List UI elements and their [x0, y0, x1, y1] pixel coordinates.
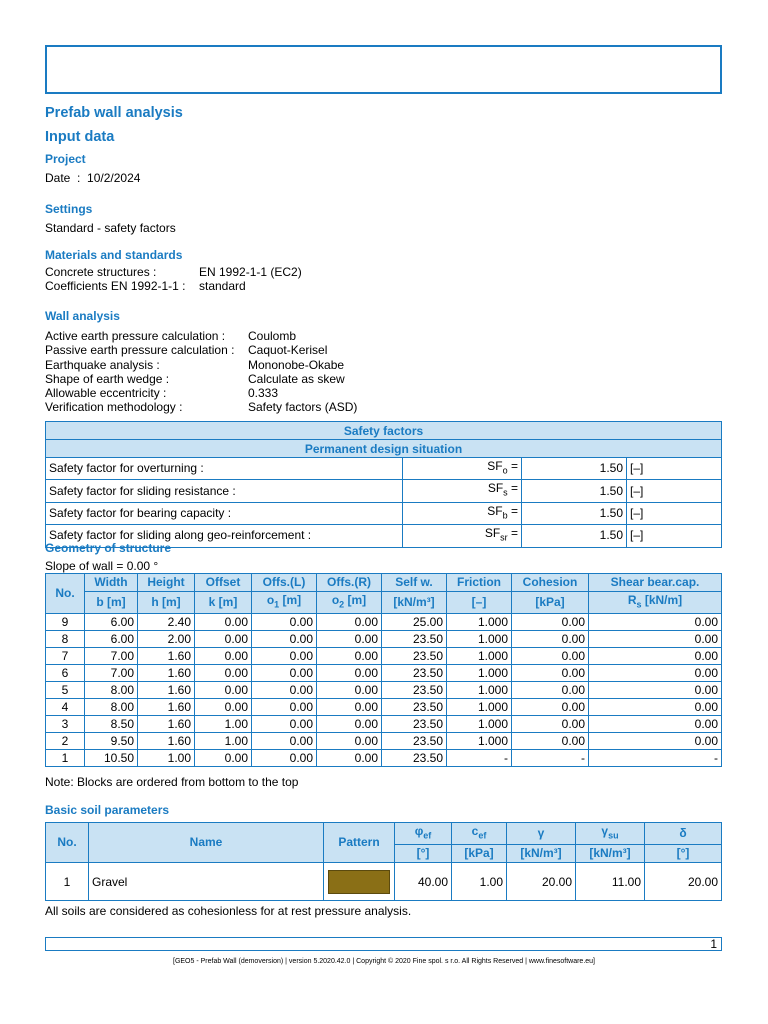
col-header: No.: [46, 823, 89, 863]
date-label: Date: [45, 171, 71, 185]
report-title: Prefab wall analysis: [45, 105, 183, 121]
col-header: γ: [507, 823, 576, 845]
table-row: [46, 682, 722, 699]
geometry-cell: 0.00: [317, 614, 382, 631]
geometry-cell: 1.00: [195, 716, 252, 733]
col-header: Height: [138, 574, 195, 592]
geometry-cell: 0.00: [589, 733, 722, 750]
col-unit: $o_1$ [m]: [252, 592, 317, 614]
geometry-cell: 0.00: [252, 750, 317, 767]
geometry-cell: 9: [46, 614, 85, 631]
soil-heading: Basic soil parameters: [45, 803, 170, 817]
project-heading: Project: [45, 152, 86, 166]
slope-of-wall: Slope of wall = 0.00 °: [45, 559, 159, 573]
geometry-cell: 0.00: [512, 716, 589, 733]
geometry-cell: 0.00: [252, 665, 317, 682]
soil-gamma: 20.00: [507, 863, 576, 901]
geometry-cell: 23.50: [382, 733, 447, 750]
table-row: [46, 480, 722, 502]
soil-pattern-swatch: [328, 870, 390, 894]
geometry-table: [45, 573, 722, 767]
geometry-cell: 1.00: [138, 750, 195, 767]
geometry-cell: 0.00: [317, 682, 382, 699]
settings-heading: Settings: [45, 202, 93, 216]
sf-value: 1.50: [522, 458, 627, 480]
col-header: Pattern: [324, 823, 395, 863]
wall-value-3: Calculate as skew: [248, 372, 345, 386]
geometry-cell: 0.00: [589, 716, 722, 733]
geometry-cell: 23.50: [382, 716, 447, 733]
geometry-cell: 23.50: [382, 648, 447, 665]
geometry-cell: 2.00: [138, 631, 195, 648]
wall-value-1: Caquot-Kerisel: [248, 343, 328, 357]
geometry-cell: 0.00: [317, 699, 382, 716]
col-header: $\varphi_{ef}$: [395, 823, 452, 845]
geometry-cell: 0.00: [512, 699, 589, 716]
sf-symbol: $SF_b$ =: [403, 502, 522, 524]
geometry-cell: 0.00: [195, 648, 252, 665]
geometry-cell: 0.00: [317, 750, 382, 767]
geometry-cell: 0.00: [195, 665, 252, 682]
col-header: Self w.: [382, 574, 447, 592]
geometry-cell: 10.50: [85, 750, 138, 767]
geometry-cell: 0.00: [252, 631, 317, 648]
geometry-cell: 3: [46, 716, 85, 733]
soil-name: Gravel: [89, 863, 324, 901]
geometry-cell: -: [589, 750, 722, 767]
col-header: $c_{ef}$: [452, 823, 507, 845]
geometry-cell: 23.50: [382, 665, 447, 682]
col-unit: $R_s$ [kN/m]: [589, 592, 722, 614]
geometry-cell: 0.00: [195, 750, 252, 767]
col-unit: b [m]: [85, 592, 138, 614]
col-unit: h [m]: [138, 592, 195, 614]
geometry-cell: 0.00: [589, 648, 722, 665]
geometry-cell: 0.00: [512, 682, 589, 699]
geometry-cell: 0.00: [512, 733, 589, 750]
section-input-data: Input data: [45, 129, 115, 145]
geometry-cell: 6.00: [85, 631, 138, 648]
geometry-cell: 1.000: [447, 716, 512, 733]
geometry-cell: 1.60: [138, 699, 195, 716]
col-unit: [°]: [395, 845, 452, 863]
geometry-cell: 1.60: [138, 665, 195, 682]
sf-symbol: $SF_o$ =: [403, 458, 522, 480]
geometry-cell: 0.00: [589, 631, 722, 648]
col-unit: [kN/m³]: [507, 845, 576, 863]
geometry-cell: 4: [46, 699, 85, 716]
geometry-cell: 0.00: [252, 648, 317, 665]
geometry-cell: 0.00: [317, 631, 382, 648]
wall-value-5: Safety factors (ASD): [248, 400, 358, 414]
date-value: 10/2/2024: [87, 171, 141, 185]
geometry-cell: 0.00: [252, 733, 317, 750]
materials-value-1: standard: [199, 279, 246, 293]
geometry-cell: 0.00: [512, 631, 589, 648]
geometry-cell: 1.00: [195, 733, 252, 750]
safety-factors-subtitle: Permanent design situation: [46, 440, 722, 458]
col-header: Offset: [195, 574, 252, 592]
table-row: [46, 863, 722, 901]
wall-value-2: Mononobe-Okabe: [248, 358, 345, 372]
geometry-cell: 0.00: [589, 699, 722, 716]
soil-note: All soils are considered as cohesionless for at rest pressure analysis.: [45, 904, 412, 918]
col-unit: [kPa]: [512, 592, 589, 614]
wall-value-0: Coulomb: [248, 329, 297, 343]
geometry-cell: 0.00: [512, 648, 589, 665]
col-header: δ: [645, 823, 722, 845]
soil-table: [45, 822, 722, 901]
geometry-cell: 0.00: [512, 665, 589, 682]
wall-label-3: Shape of earth wedge :: [45, 372, 170, 386]
sf-symbol: $SF_s$ =: [403, 480, 522, 502]
geometry-cell: 23.50: [382, 631, 447, 648]
wall-label-4: Allowable eccentricity :: [45, 386, 167, 400]
geometry-cell: 25.00: [382, 614, 447, 631]
table-row: [46, 631, 722, 648]
geometry-cell: 1.60: [138, 716, 195, 733]
geometry-cell: 8: [46, 631, 85, 648]
geometry-cell: 0.00: [317, 716, 382, 733]
sf-label: Safety factor for overturning :: [46, 458, 403, 480]
date-row: Date : 10/2/2024: [45, 171, 141, 185]
soil-phi: 40.00: [395, 863, 452, 901]
geometry-cell: 0.00: [317, 648, 382, 665]
geometry-cell: 1: [46, 750, 85, 767]
col-unit: [kN/m³]: [382, 592, 447, 614]
geometry-cell: 5: [46, 682, 85, 699]
col-header: Width: [85, 574, 138, 592]
soil-pattern-cell: [324, 863, 395, 901]
geometry-cell: 1.000: [447, 733, 512, 750]
table-row: [46, 458, 722, 480]
geometry-cell: 0.00: [195, 682, 252, 699]
geometry-cell: 1.000: [447, 631, 512, 648]
safety-factors-table: [45, 421, 722, 548]
wall-label-2: Earthquake analysis :: [45, 358, 160, 372]
geometry-cell: 0.00: [252, 682, 317, 699]
sf-label: Safety factor for bearing capacity :: [46, 502, 403, 524]
sf-unit: [–]: [627, 502, 722, 524]
geometry-cell: 0.00: [589, 665, 722, 682]
geometry-cell: 2.40: [138, 614, 195, 631]
geometry-heading: Geometry of structure: [45, 541, 172, 555]
geometry-cell: 6.00: [85, 614, 138, 631]
sf-symbol: $SF_{sr}$ =: [403, 525, 522, 547]
wall-analysis-heading: Wall analysis: [45, 309, 120, 323]
table-row: [46, 733, 722, 750]
wall-label-0: Active earth pressure calculation :: [45, 329, 226, 343]
wall-value-4: 0.333: [248, 386, 279, 400]
geometry-cell: 1.000: [447, 682, 512, 699]
geometry-cell: 23.50: [382, 750, 447, 767]
materials-label-0: Concrete structures :: [45, 265, 157, 279]
geometry-cell: 8.50: [85, 716, 138, 733]
geometry-cell: 0.00: [317, 665, 382, 682]
col-unit: [–]: [447, 592, 512, 614]
geometry-cell: 0.00: [252, 614, 317, 631]
header-box: [45, 45, 722, 94]
geometry-cell: 23.50: [382, 682, 447, 699]
sf-label: Safety factor for sliding along geo-reinforcement :: [46, 525, 403, 547]
sf-value: 1.50: [522, 502, 627, 524]
soil-delta: 20.00: [645, 863, 722, 901]
soil-gamma-su: 11.00: [576, 863, 645, 901]
geometry-cell: 0.00: [589, 682, 722, 699]
wall-label-1: Passive earth pressure calculation :: [45, 343, 235, 357]
geometry-cell: 23.50: [382, 699, 447, 716]
col-header: Offs.(L): [252, 574, 317, 592]
sf-unit: [–]: [627, 480, 722, 502]
table-row: [46, 750, 722, 767]
geometry-cell: 2: [46, 733, 85, 750]
col-header: $\gamma_{su}$: [576, 823, 645, 845]
geometry-cell: 1.60: [138, 733, 195, 750]
geometry-cell: 0.00: [317, 733, 382, 750]
table-row: [46, 502, 722, 524]
table-row: [46, 648, 722, 665]
materials-value-0: EN 1992-1-1 (EC2): [199, 265, 302, 279]
geometry-cell: 6: [46, 665, 85, 682]
geometry-cell: -: [512, 750, 589, 767]
geometry-cell: 7: [46, 648, 85, 665]
geometry-cell: 1.000: [447, 614, 512, 631]
col-unit: k [m]: [195, 592, 252, 614]
col-header: Offs.(R): [317, 574, 382, 592]
sf-unit: [–]: [627, 458, 722, 480]
col-unit: [°]: [645, 845, 722, 863]
col-unit: $o_2$ [m]: [317, 592, 382, 614]
geometry-cell: 1.60: [138, 648, 195, 665]
wall-label-5: Verification methodology :: [45, 400, 183, 414]
soil-c: 1.00: [452, 863, 507, 901]
geometry-cell: 7.00: [85, 665, 138, 682]
geometry-cell: 0.00: [252, 699, 317, 716]
table-row: [46, 699, 722, 716]
geometry-cell: 8.00: [85, 699, 138, 716]
sf-value: 1.50: [522, 480, 627, 502]
geometry-cell: 0.00: [195, 631, 252, 648]
geometry-note: Note: Blocks are ordered from bottom to the top: [45, 775, 299, 789]
geometry-cell: -: [447, 750, 512, 767]
table-row: [46, 665, 722, 682]
soil-no: 1: [46, 863, 89, 901]
geometry-cell: 0.00: [589, 614, 722, 631]
col-header: No.: [46, 574, 85, 614]
geometry-cell: 0.00: [195, 699, 252, 716]
geometry-cell: 1.000: [447, 699, 512, 716]
col-unit: [kN/m³]: [576, 845, 645, 863]
geometry-cell: 7.00: [85, 648, 138, 665]
geometry-cell: 9.50: [85, 733, 138, 750]
table-row: [46, 716, 722, 733]
settings-value: Standard - safety factors: [45, 221, 176, 235]
geometry-cell: 1.000: [447, 648, 512, 665]
col-header: Cohesion: [512, 574, 589, 592]
table-row: [46, 614, 722, 631]
col-header: Shear bear.cap.: [589, 574, 722, 592]
sf-label: Safety factor for sliding resistance :: [46, 480, 403, 502]
materials-heading: Materials and standards: [45, 248, 183, 262]
sf-value: 1.50: [522, 525, 627, 547]
geometry-cell: 1.60: [138, 682, 195, 699]
geometry-cell: 1.000: [447, 665, 512, 682]
geometry-cell: 0.00: [252, 716, 317, 733]
safety-factors-title: Safety factors: [46, 422, 722, 440]
geometry-cell: 0.00: [512, 614, 589, 631]
copyright-line: [GEO5 - Prefab Wall (demoversion) | version 5.2020.42.0 | Copyright © 2020 Fine spol. s r.o. All Rights Reserved | www.finesoftware.eu]: [173, 958, 595, 965]
geometry-cell: 0.00: [195, 614, 252, 631]
geometry-cell: 8.00: [85, 682, 138, 699]
sf-unit: [–]: [627, 525, 722, 547]
col-unit: [kPa]: [452, 845, 507, 863]
page-number: 1: [710, 937, 717, 951]
materials-label-1: Coefficients EN 1992-1-1 :: [45, 279, 186, 293]
col-header: Name: [89, 823, 324, 863]
footer-box: [45, 937, 722, 951]
col-header: Friction: [447, 574, 512, 592]
